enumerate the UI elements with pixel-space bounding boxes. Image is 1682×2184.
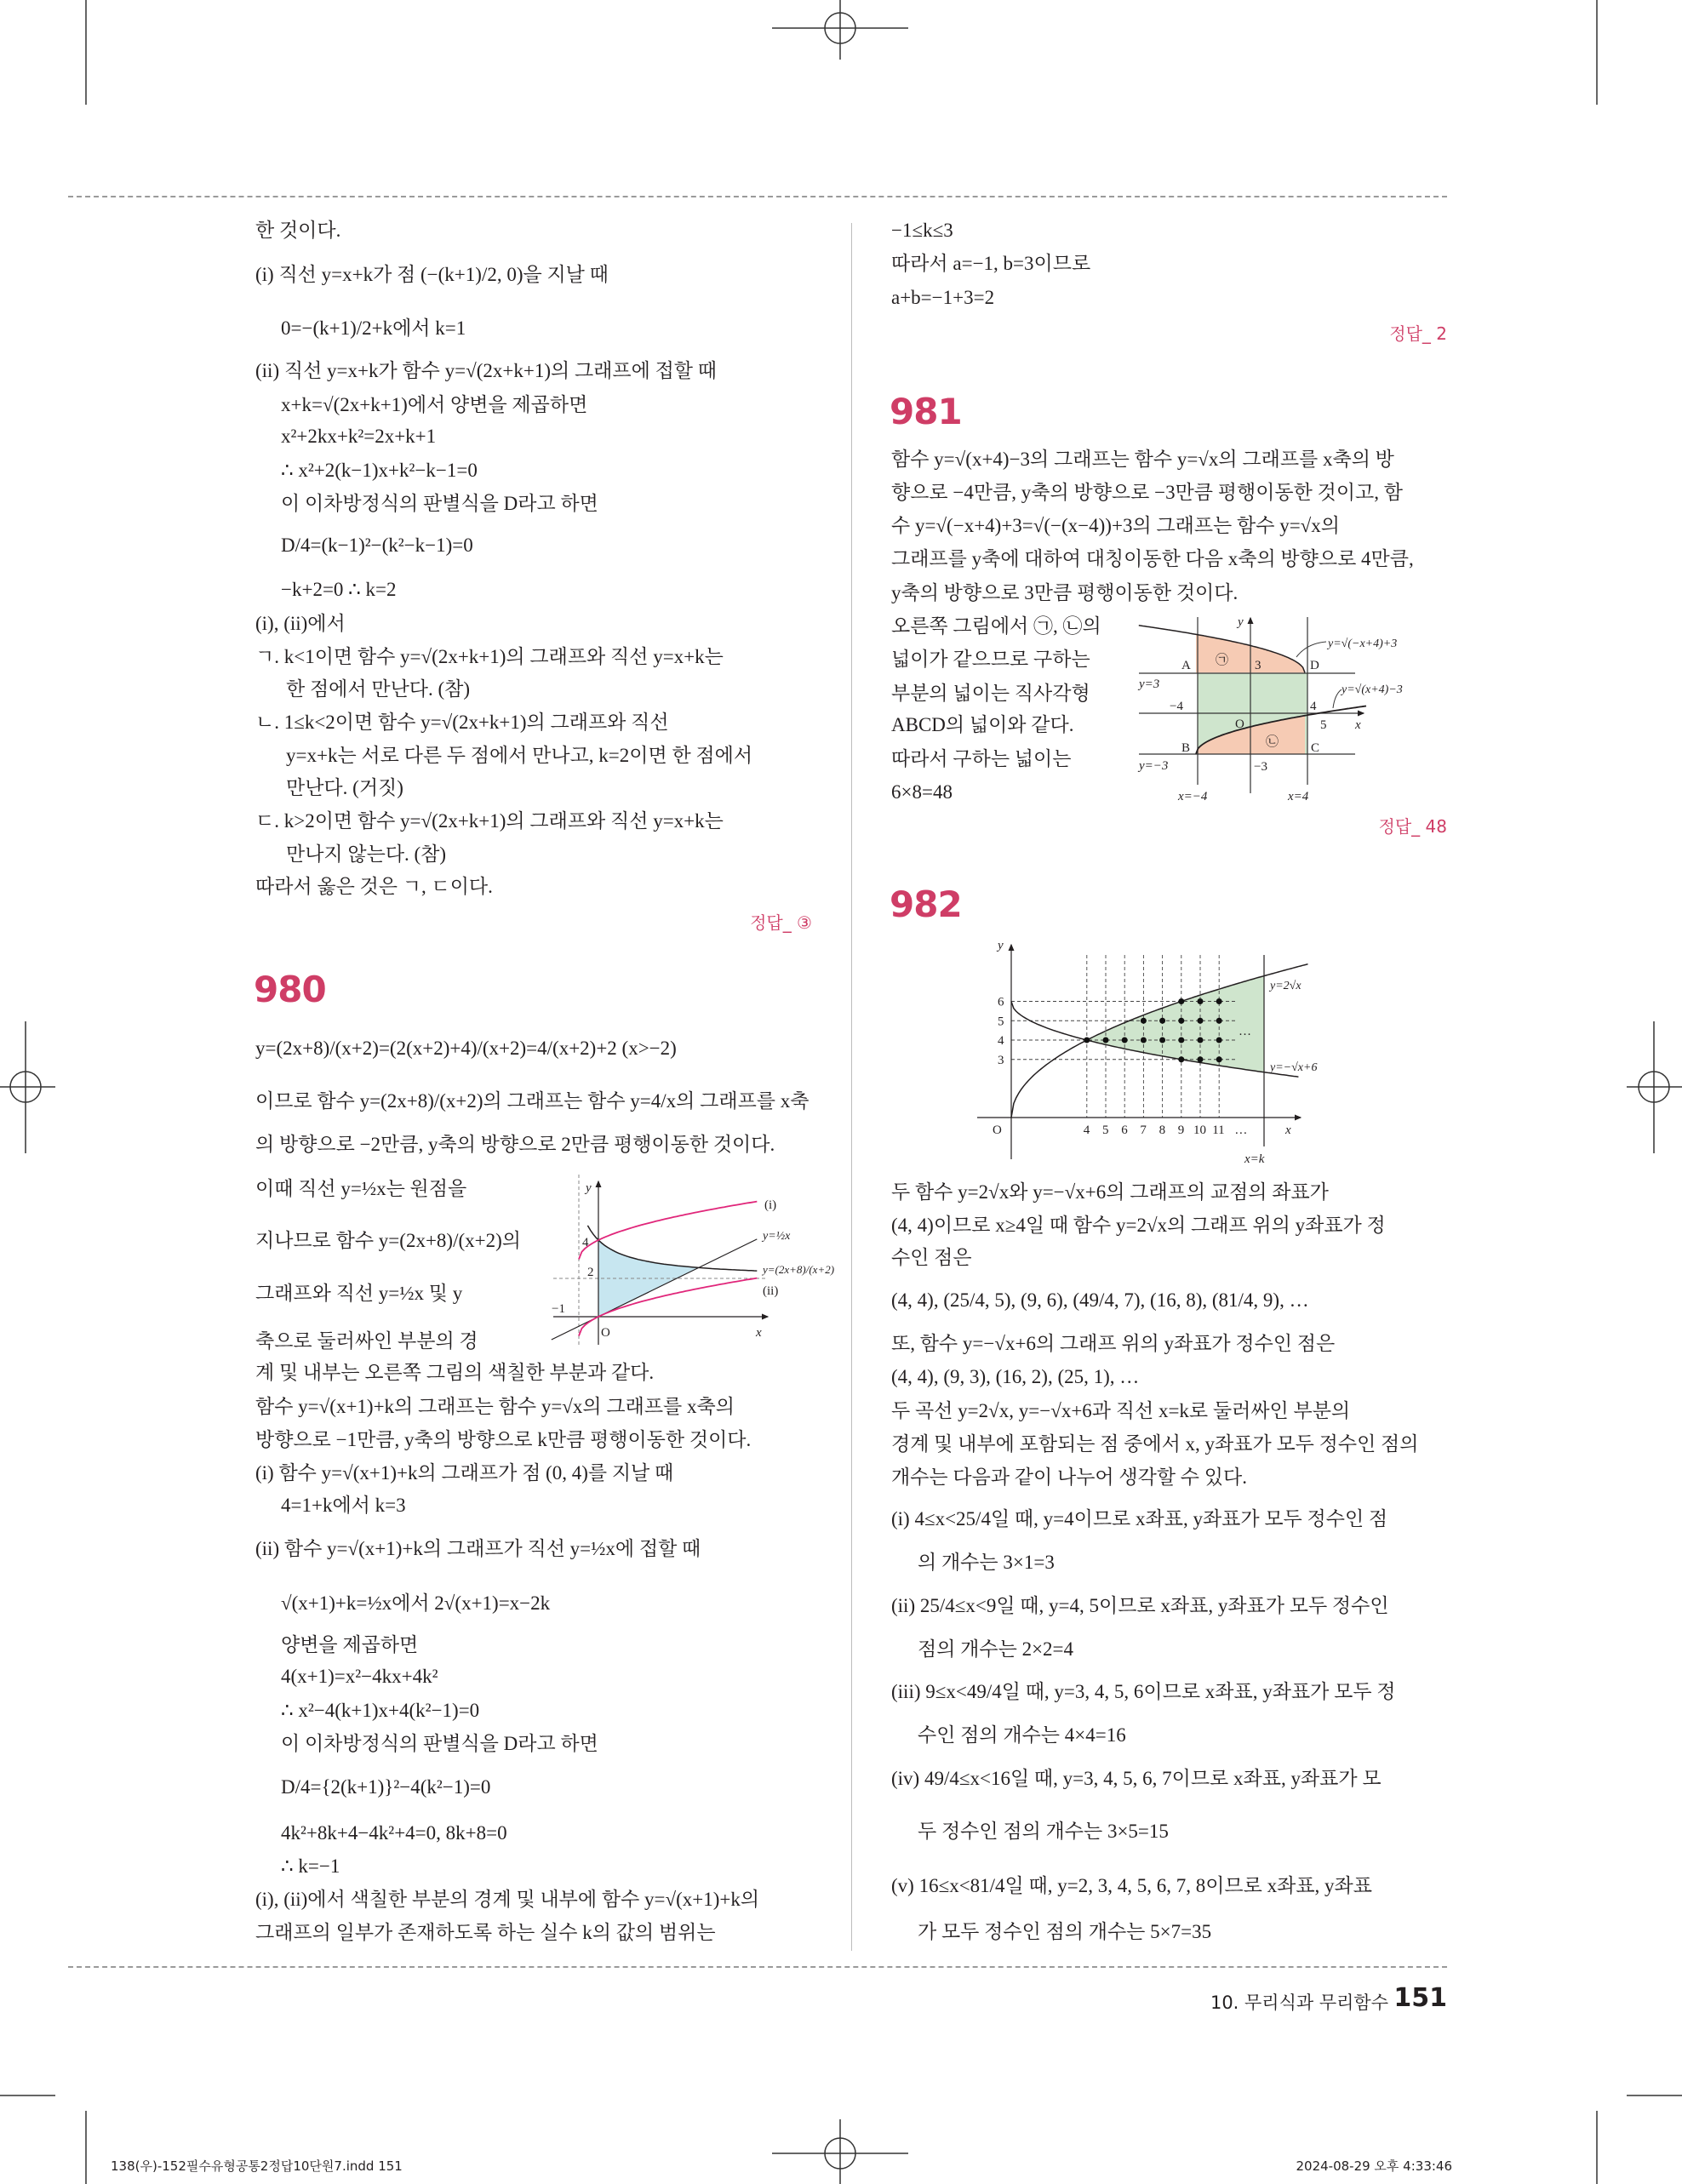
text-line: 또, 함수 y=−√x+6의 그래프 위의 y좌표가 정수인 점은: [891, 1333, 1336, 1354]
label-y3: y=3: [1139, 677, 1160, 691]
text-line: (v) 16≤x<81/4일 때, y=2, 3, 4, 5, 6, 7, 8이므로 x좌표, y좌표: [891, 1875, 1372, 1896]
x-tick-label: 11: [1212, 1123, 1225, 1137]
lattice-point: [1216, 1018, 1222, 1024]
text-line: 이때 직선 y=½x는 원점을: [255, 1178, 467, 1199]
text-line: 두 함수 y=2√x와 y=−√x+6의 그래프의 교점의 좌표가: [891, 1181, 1329, 1203]
file-slug: 138(우)-152필수유형공통2정답10단원7.indd 151: [111, 2158, 403, 2174]
x-tick-label: …: [1234, 1123, 1248, 1137]
text-line: (iii) 9≤x<49/4일 때, y=3, 4, 5, 6이므로 x좌표, y좌표가 모두 정: [891, 1681, 1396, 1702]
text-line: (i) 직선 y=x+k가 점 (−(k+1)/2, 0)을 지날 때: [255, 264, 609, 285]
text-line: y축의 방향으로 3만큼 평행이동한 것이다.: [891, 582, 1239, 603]
origin-label: O: [601, 1326, 610, 1340]
x-tick-label: 9: [1177, 1123, 1185, 1137]
text-line: 이므로 함수 y=(2x+8)/(x+2)의 그래프는 함수 y=4/x의 그래프를 x축: [255, 1090, 810, 1112]
lattice-point: [1159, 1038, 1165, 1043]
text-line: 축으로 둘러싸인 부분의 경: [255, 1330, 478, 1352]
ellipsis: …: [1239, 1025, 1251, 1038]
text-line: 개수는 다음과 같이 나누어 생각할 수 있다.: [891, 1466, 1247, 1488]
tick-3: 3: [1255, 659, 1262, 672]
text-line: 부분의 넓이는 직사각형: [891, 683, 1090, 704]
lattice-point: [1178, 1056, 1184, 1062]
pointer-arrow: [1333, 689, 1342, 708]
lattice-point: [1198, 1056, 1204, 1062]
text-line: 수 y=√(−x+4)+3=√(−(x−4))+3의 그래프는 함수 y=√x의: [891, 515, 1341, 536]
text-line: 한 점에서 만난다. (참): [286, 678, 471, 700]
lattice-point: [1103, 1038, 1109, 1043]
label-curve-upper: y=√(−x+4)+3: [1328, 637, 1398, 650]
text-line: √(x+1)+k=½x에서 2√(x+1)=x−2k: [281, 1592, 551, 1614]
label-x4: x=4: [1288, 790, 1309, 803]
text-line: 그래프와 직선 y=½x 및 y: [255, 1283, 463, 1304]
region-label-nieun: ㉡: [1266, 735, 1279, 749]
lattice-point: [1141, 1038, 1147, 1043]
text-line: 수인 점의 개수는 4×4=16: [918, 1724, 1126, 1746]
lattice-point: [1141, 1018, 1147, 1024]
x-tick-label: 10: [1193, 1123, 1206, 1137]
lattice-point: [1198, 1038, 1204, 1043]
text-line: x²+2kx+k²=2x+k+1: [281, 426, 437, 447]
chapter-title: 10. 무리식과 무리함수: [1210, 1992, 1388, 2013]
text-line: ㄷ. k>2이면 함수 y=√(2x+k+1)의 그래프와 직선 y=x+k는: [255, 810, 724, 832]
text-line: 두 정수인 점의 개수는 3×5=15: [918, 1821, 1169, 1842]
label-i: (i): [764, 1198, 777, 1212]
y-axis-label: y: [1238, 615, 1244, 629]
lattice-point: [1122, 1038, 1128, 1043]
text-line: 그래프의 일부가 존재하도록 하는 실수 k의 값의 범위는: [255, 1922, 716, 1943]
tick-4: 4: [1310, 700, 1317, 713]
text-line: (iv) 49/4≤x<16일 때, y=3, 4, 5, 6, 7이므로 x좌표, y좌표가 모: [891, 1768, 1382, 1789]
point-d: D: [1310, 659, 1319, 672]
text-line: 의 개수는 3×1=3: [918, 1552, 1055, 1573]
x-axis-label: x: [1355, 718, 1361, 732]
x-tick-label: 8: [1159, 1123, 1166, 1137]
text-line: y=(2x+8)/(x+2)=(2(x+2)+4)/(x+2)=4/(x+2)+2 (x>−2): [255, 1038, 677, 1059]
line-half-x: [552, 1239, 758, 1340]
lattice-point: [1159, 1018, 1165, 1024]
text-line: 만나지 않는다. (참): [286, 843, 447, 865]
y-tick-label: 5: [998, 1015, 1004, 1029]
lattice-point: [1178, 1018, 1184, 1024]
text-line: 향으로 −4만큼, y축의 방향으로 −3만큼 평행이동한 것이고, 함: [891, 482, 1403, 503]
column-divider: [851, 223, 852, 1951]
text-line: 0=−(k+1)/2+k에서 k=1: [281, 317, 466, 339]
text-line: 만난다. (거짓): [286, 777, 403, 798]
lattice-point: [1216, 1038, 1222, 1043]
text-line: 지나므로 함수 y=(2x+8)/(x+2)의: [255, 1230, 521, 1251]
text-line: ㄴ. 1≤k<2이면 함수 y=√(2x+k+1)의 그래프와 직선: [255, 712, 669, 733]
y-axis-label: y: [586, 1181, 592, 1195]
problem-number-980: 980: [254, 969, 326, 1010]
tick-2: 2: [587, 1266, 594, 1279]
pointer-arrow: [1296, 642, 1326, 657]
label-x-minus4: x=−4: [1178, 790, 1208, 803]
text-line: 양변을 제곱하면: [281, 1634, 419, 1655]
text-line: 그래프를 y축에 대하여 대칭이동한 다음 x축의 방향으로 4만큼,: [891, 548, 1414, 569]
lattice-point: [1178, 1038, 1184, 1043]
text-line: 따라서 a=−1, b=3이므로: [891, 253, 1091, 274]
text-line: 가 모두 정수인 점의 개수는 5×7=35: [918, 1921, 1212, 1942]
x-axis-label: x: [1285, 1123, 1291, 1137]
text-line: 오른쪽 그림에서 ㉠, ㉡의: [891, 615, 1101, 637]
text-line: (ii) 함수 y=√(x+1)+k의 그래프가 직선 y=½x에 접할 때: [255, 1538, 701, 1559]
text-line: x+k=√(2x+k+1)에서 양변을 제곱하면: [281, 394, 588, 415]
label-curve-upper: y=2√x: [1270, 980, 1302, 992]
x-tick-label: 5: [1102, 1123, 1109, 1137]
top-divider: [68, 196, 1447, 197]
text-line: (4, 4), (9, 3), (16, 2), (25, 1), …: [891, 1366, 1140, 1387]
x-tick-label: 6: [1121, 1123, 1128, 1137]
text-line: 6×8=48: [891, 781, 953, 803]
figure-981: [1132, 604, 1473, 809]
figure-982: [970, 928, 1345, 1175]
y-axis-label: y: [998, 939, 1004, 952]
text-line: 이 이차방정식의 판별식을 D라고 하면: [281, 493, 598, 514]
text-line: 두 곡선 y=2√x, y=−√x+6과 직선 x=k로 둘러싸인 부분의: [891, 1400, 1351, 1421]
text-line: 함수 y=√(x+4)−3의 그래프는 함수 y=√x의 그래프를 x축의 방: [891, 449, 1394, 470]
text-line: 경계 및 내부에 포함되는 점 중에서 x, y좌표가 모두 정수인 점의: [891, 1433, 1419, 1455]
tick-5: 5: [1320, 718, 1327, 732]
label-line: y=½x: [763, 1230, 791, 1243]
answer-label: 정답_ ③: [750, 912, 812, 933]
text-line: D/4=(k−1)²−(k²−k−1)=0: [281, 535, 473, 556]
y-tick-label: 3: [998, 1053, 1004, 1067]
text-line: 따라서 구하는 넓이는: [891, 748, 1072, 769]
text-line: ∴ x²−4(k+1)x+4(k²−1)=0: [281, 1700, 480, 1721]
text-line: (4, 4), (25/4, 5), (9, 6), (49/4, 7), (16, 8), (81/4, 9), …: [891, 1289, 1309, 1311]
text-line: 4(x+1)=x²−4kx+4k²: [281, 1666, 438, 1687]
text-line: 수인 점은: [891, 1247, 972, 1268]
tick-minus4: −4: [1170, 700, 1183, 713]
lattice-point: [1178, 998, 1184, 1004]
text-line: (i), (ii)에서: [255, 613, 346, 634]
tick-minus1: −1: [552, 1302, 565, 1316]
text-line: ㄱ. k<1이면 함수 y=√(2x+k+1)의 그래프와 직선 y=x+k는: [255, 646, 724, 667]
answer-label: 정답_ 48: [1378, 816, 1447, 837]
lattice-point: [1198, 998, 1204, 1004]
text-line: −1≤k≤3: [891, 220, 953, 241]
point-b: B: [1181, 741, 1191, 755]
page-number: 151: [1393, 1983, 1447, 2013]
text-line: a+b=−1+3=2: [891, 287, 995, 308]
point-c: C: [1311, 741, 1320, 755]
bottom-divider: [68, 1966, 1447, 1968]
problem-number-981: 981: [890, 391, 962, 432]
label-y-minus3: y=−3: [1139, 759, 1169, 773]
label-hyperbola: y=(2x+8)/(x+2): [763, 1263, 835, 1276]
print-timestamp: 2024-08-29 오후 4:33:46: [1296, 2158, 1452, 2174]
region-label-giyeok: ㉠: [1216, 654, 1229, 667]
answer-label: 정답_ 2: [1389, 323, 1447, 344]
label-x-k: x=k: [1244, 1152, 1265, 1166]
text-line: 이 이차방정식의 판별식을 D라고 하면: [281, 1733, 598, 1754]
text-line: 4k²+8k+4−4k²+4=0, 8k+8=0: [281, 1822, 507, 1844]
point-a: A: [1181, 659, 1191, 672]
tick-4: 4: [582, 1236, 589, 1249]
label-curve-lower: y=√(x+4)−3: [1342, 683, 1403, 696]
y-tick-label: 6: [998, 995, 1004, 1009]
text-line: ∴ k=−1: [281, 1855, 340, 1877]
y-tick-label: 4: [998, 1034, 1004, 1048]
text-line: (ii) 25/4≤x<9일 때, y=4, 5이므로 x좌표, y좌표가 모두 정수인: [891, 1595, 1389, 1616]
text-line: (i), (ii)에서 색칠한 부분의 경계 및 내부에 함수 y=√(x+1)+k의: [255, 1889, 760, 1910]
problem-number-982: 982: [890, 883, 962, 925]
text-line: ABCD의 넓이와 같다.: [891, 714, 1074, 735]
lattice-point: [1198, 1018, 1204, 1024]
text-line: 의 방향으로 −2만큼, y축의 방향으로 2만큼 평행이동한 것이다.: [255, 1134, 775, 1155]
text-line: (ii) 직선 y=x+k가 함수 y=√(2x+k+1)의 그래프에 접할 때: [255, 360, 717, 381]
text-line: 방향으로 −1만큼, y축의 방향으로 k만큼 평행이동한 것이다.: [255, 1429, 752, 1450]
figure-980: [545, 1166, 851, 1345]
text-line: 한 것이다.: [255, 220, 341, 241]
lattice-point: [1216, 1056, 1222, 1062]
text-line: 따라서 옳은 것은 ㄱ, ㄷ이다.: [255, 876, 493, 897]
text-line: (4, 4)이므로 x≥4일 때 함수 y=2√x의 그래프 위의 y좌표가 정: [891, 1215, 1386, 1236]
x-tick-label: 4: [1083, 1123, 1090, 1137]
origin-label: O: [993, 1123, 1002, 1137]
text-line: ∴ x²+2(k−1)x+k²−k−1=0: [281, 460, 478, 481]
text-line: 함수 y=√(x+1)+k의 그래프는 함수 y=√x의 그래프를 x축의: [255, 1396, 735, 1417]
origin-label: O: [1235, 718, 1244, 731]
x-axis-label: x: [756, 1326, 762, 1340]
text-line: 넓이가 같으므로 구하는: [891, 649, 1090, 670]
tick-minus3: −3: [1254, 760, 1267, 774]
text-line: 점의 개수는 2×2=4: [918, 1638, 1074, 1660]
text-line: 4=1+k에서 k=3: [281, 1495, 406, 1516]
label-ii: (ii): [763, 1284, 779, 1298]
lattice-point: [1084, 1038, 1090, 1043]
text-line: −k+2=0 ∴ k=2: [281, 579, 397, 600]
text-line: (i) 함수 y=√(x+1)+k의 그래프가 점 (0, 4)를 지날 때: [255, 1462, 674, 1484]
text-line: y=x+k는 서로 다른 두 점에서 만나고, k=2이면 한 점에서: [286, 745, 753, 766]
label-curve-lower: y=−√x+6: [1270, 1061, 1318, 1074]
text-line: D/4={2(k+1)}²−4(k²−1)=0: [281, 1776, 491, 1798]
x-tick-label: 7: [1140, 1123, 1147, 1137]
text-line: 계 및 내부는 오른쪽 그림의 색칠한 부분과 같다.: [255, 1362, 655, 1383]
text-line: (i) 4≤x<25/4일 때, y=4이므로 x좌표, y좌표가 모두 정수인 점: [891, 1508, 1388, 1529]
lattice-point: [1216, 998, 1222, 1004]
